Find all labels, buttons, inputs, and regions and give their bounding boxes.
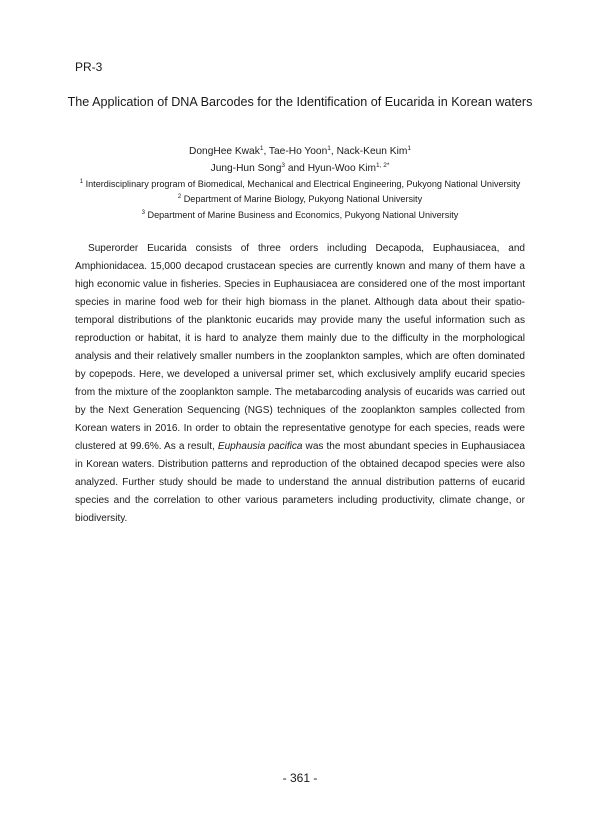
abstract-body — [75, 240, 525, 529]
affiliations-block — [40, 177, 560, 223]
affiliation-text: Department of Marine Business and Economics, Pukyong National University — [147, 209, 459, 220]
affiliation-text: Department of Marine Biology, Pukyong National University — [183, 194, 423, 205]
paper-title: The Application of DNA Barcodes for the Identification of Eucarida in Korean waters — [67, 95, 533, 109]
author-name: Jung-Hun Song — [210, 163, 282, 174]
affiliation-text: Interdisciplinary program of Biomedical, Mechanical and Electrical Engineering, Pukyong National University — [85, 179, 521, 189]
author-affiliation-marker: 1 — [259, 145, 264, 152]
affiliation-item — [40, 192, 560, 207]
author-name: Tae-Ho Yoon — [268, 146, 328, 157]
author-separator: and — [285, 163, 308, 174]
abstract-text-part-2: was the most abundant species in Euphausiacea in Korean waters. Distribution patterns and reproduction of the obtained decapod species were also analyzed. Further study should be made to understand the annual distribution patterns of eucarid species and the correlation to other various parameters including productivity, climate change, or biodiversity. — [75, 441, 525, 525]
author-separator: , — [263, 146, 269, 157]
author-separator: , — [330, 146, 337, 157]
author-affiliation-marker: 3 — [281, 162, 286, 169]
author-name: Nack-Keun Kim — [336, 146, 408, 157]
session-code: PR-3 — [75, 60, 103, 74]
affiliation-number: 1 — [79, 179, 84, 185]
abstract-text-part-1: Superorder Eucarida consists of three orders including Decapoda, Euphausiacea, and Amphionidacea. 15,000 decapod crustacean species are currently known and many of them have a high economic value in fisheries. Species in Euphausiacea are considered one of the most important species in marine food web for their high biomass in the planet. Although data about their spatio-temporal distributions of the planktonic eucarids may provide many the useful information such as reproduction or habitat, it is hard to analyze them mainly due to the difficulty in the morphological analysis and their relatively smaller numbers in the zooplankton samples, which are often dominated by copepods. Here, we developed a universal primer set, which exclusively amplify eucarid species from the mixture of the zooplankton sample. The metabarcoding analysis of eucarids was carried out by the Next Generation Sequencing (NGS) techniques of the zooplankton samples collected from Korean waters in 2016. In order to obtain the representative genotype for each species, reads were clustered at 99.6%. As a result, — [75, 243, 525, 453]
affiliation-number: 2 — [177, 194, 182, 201]
author-name: Hyun-Woo Kim — [307, 163, 377, 174]
species-name-italic: Euphausia pacifica — [217, 441, 303, 453]
authors-line-1 — [40, 143, 560, 160]
author-affiliation-marker: 1 — [327, 145, 331, 152]
authors-block — [40, 143, 560, 177]
author-affiliation-marker: 1, 2* — [376, 162, 390, 169]
affiliation-item — [40, 177, 560, 192]
affiliation-number: 3 — [141, 209, 145, 216]
affiliation-item — [40, 208, 560, 223]
author-affiliation-marker: 1 — [407, 145, 411, 152]
authors-line-2 — [40, 160, 560, 177]
author-name: DongHee Kwak — [189, 146, 260, 157]
page-number: - 361 - — [282, 771, 318, 785]
